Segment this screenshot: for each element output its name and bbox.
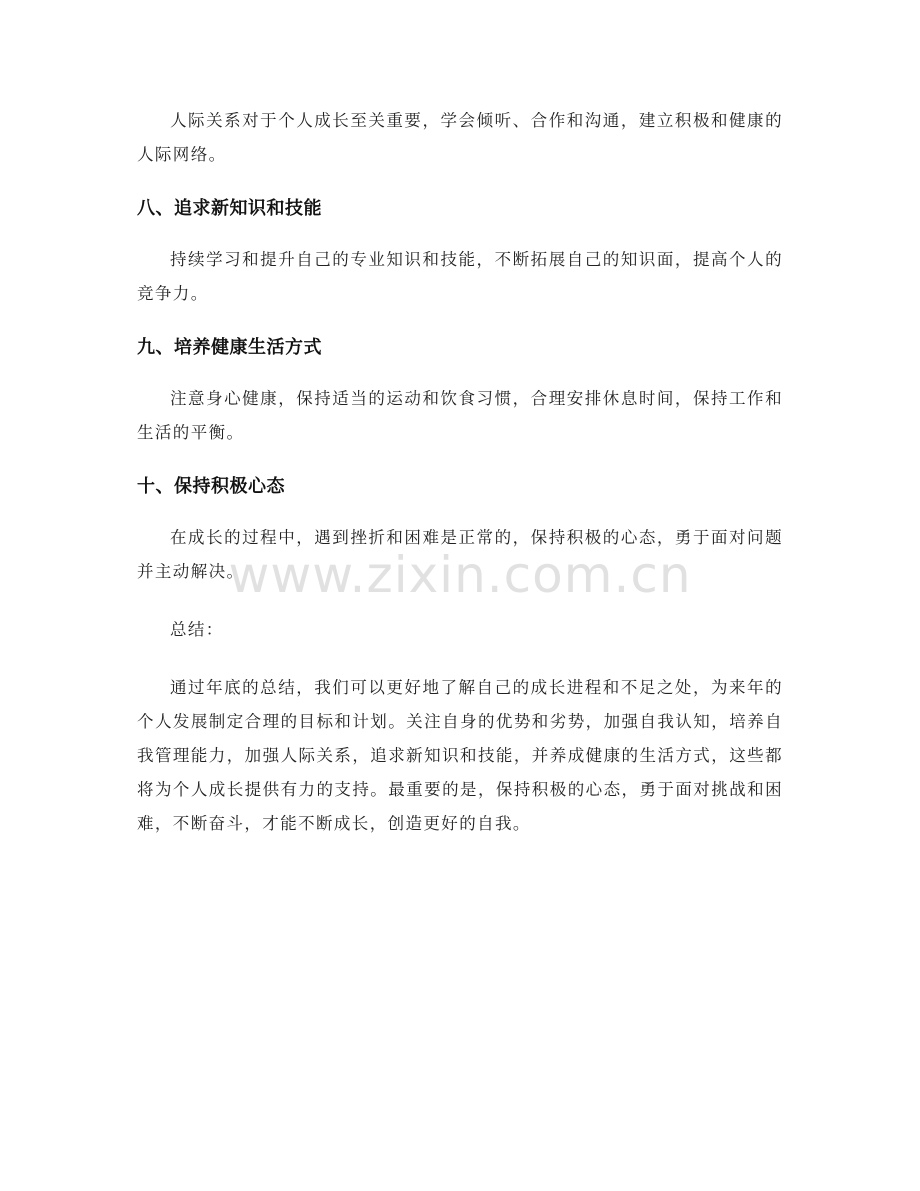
section-heading-8: 八、追求新知识和技能 <box>137 198 322 219</box>
document-body <box>137 104 783 841</box>
spacer <box>137 172 783 192</box>
spacer <box>137 647 783 671</box>
intro-paragraph: 人际关系对于个人成长至关重要，学会倾听、合作和沟通，建立积极和健康的人际网络。 <box>137 111 783 164</box>
section-heading-9: 九、培养健康生活方式 <box>137 337 322 358</box>
section-body-8: 持续学习和提升自己的专业知识和技能，不断拓展自己的知识面，提高个人的竞争力。 <box>137 250 783 303</box>
spacer <box>137 365 783 382</box>
section-heading-10: 十、保持积极心态 <box>137 476 285 497</box>
summary-paragraph: 通过年底的总结，我们可以更好地了解自己的成长进程和不足之处，为来年的个人发展制定合理的目标和计划。关注自身的优势和劣势，加强自我认知，培养自我管理能力，加强人际关系，追求新知识和技能，并养成健康的生活方式，这些都将为个人成长提供有力的支持。最重要的是，保持积极的心态，勇于面对挑战和困难，不断奋斗，才能不断成长，创造更好的自我。 <box>137 678 783 833</box>
summary-label: 总结： <box>170 620 224 639</box>
section-body-9: 注意身心健康，保持适当的运动和饮食习惯，合理安排休息时间，保持工作和生活的平衡。 <box>137 389 783 442</box>
spacer <box>137 589 783 613</box>
spacer <box>137 504 783 521</box>
watermark-text: www.zixin.com.cn <box>228 546 692 604</box>
spacer <box>137 311 783 331</box>
spacer <box>137 450 783 470</box>
spacer <box>137 226 783 243</box>
section-body-10: 在成长的过程中，遇到挫折和困难是正常的，保持积极的心态，勇于面对问题并主动解决。 <box>137 528 783 581</box>
